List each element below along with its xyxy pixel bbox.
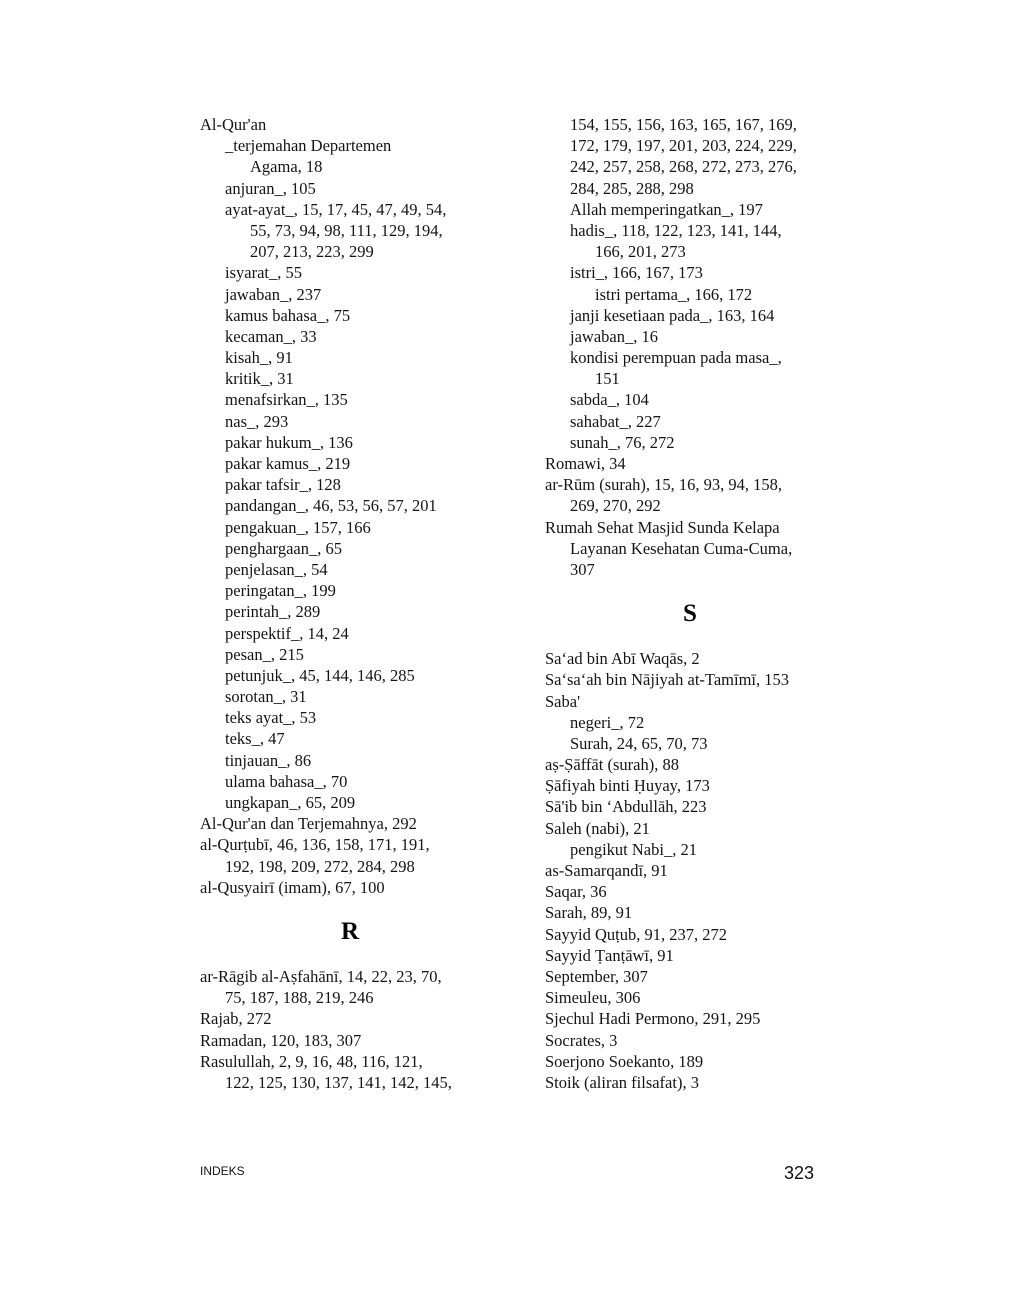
index-subentry: nas_, 293 — [225, 411, 289, 431]
index-entry: Rajab, 272 — [200, 1009, 272, 1029]
letter-heading-r: R — [340, 917, 360, 945]
index-subentry: 166, 201, 273 — [595, 242, 686, 262]
index-subentry: 284, 285, 288, 298 — [570, 178, 694, 198]
index-entry: September, 307 — [545, 966, 648, 986]
index-subentry: perintah_, 289 — [225, 602, 321, 622]
index-subentry: kamus bahasa_, 75 — [225, 305, 351, 325]
index-subentry: 154, 155, 156, 163, 165, 167, 169, — [570, 115, 797, 134]
index-entry: Sa‘sa‘ah bin Nājiyah at-Tamīmī, 153 — [545, 670, 789, 690]
index-subentry: 122, 125, 130, 137, 141, 142, 145, — [225, 1072, 452, 1092]
index-entry: Al-Qur'an dan Terjemahnya, 292 — [200, 814, 417, 834]
index-subentry: 242, 257, 258, 268, 272, 273, 276, — [570, 157, 797, 177]
index-subentry: penjelasan_, 54 — [225, 559, 328, 579]
index-entry: Saqar, 36 — [545, 882, 607, 902]
index-subentry: anjuran_, 105 — [225, 178, 316, 198]
index-entries-r — [200, 966, 500, 1093]
index-subentry: pengakuan_, 157, 166 — [225, 517, 371, 537]
index-column-left — [200, 114, 500, 1093]
index-subentry: penghargaan_, 65 — [225, 538, 342, 558]
index-entry: Stoik (aliran filsafat), 3 — [545, 1072, 699, 1092]
index-subentry: kecaman_, 33 — [225, 326, 317, 346]
index-subentry: 151 — [595, 369, 620, 389]
index-column-right — [545, 114, 835, 1093]
index-subentry: pakar hukum_, 136 — [225, 432, 353, 452]
index-entry: Sarah, 89, 91 — [545, 903, 633, 923]
index-entry: Ramadan, 120, 183, 307 — [200, 1030, 362, 1050]
footer-section-label: INDEKS — [200, 1164, 245, 1178]
index-subentry: istri_, 166, 167, 173 — [570, 263, 703, 283]
index-entry: Al-Qur'an — [200, 115, 267, 134]
index-subentry: teks_, 47 — [225, 729, 285, 749]
index-subentry: pakar kamus_, 219 — [225, 454, 351, 473]
index-subentry: hadis_, 118, 122, 123, 141, 144, — [570, 220, 782, 240]
index-entry: as-Samarqandī, 91 — [545, 861, 668, 880]
index-subentry: ayat-ayat_, 15, 17, 45, 47, 49, 54, — [225, 199, 447, 219]
index-subentry: pandangan_, 46, 53, 56, 57, 201 — [225, 496, 437, 516]
index-subentry: sunah_, 76, 272 — [570, 432, 675, 452]
index-subentry: negeri_, 72 — [570, 712, 645, 732]
index-subentry: pengikut Nabi_, 21 — [570, 839, 697, 859]
index-subentry: menafsirkan_, 135 — [225, 390, 348, 410]
index-subentry: jawaban_, 16 — [570, 326, 658, 346]
index-entry: al-Qurṭubī, 46, 136, 158, 171, 191, — [200, 835, 430, 855]
index-subentry: peringatan_, 199 — [225, 581, 336, 601]
index-subentry: ulama bahasa_, 70 — [225, 771, 348, 791]
index-entry: Saleh (nabi), 21 — [545, 818, 650, 838]
index-subentry: janji kesetiaan pada_, 163, 164 — [570, 305, 775, 325]
index-subentry: ungkapan_, 65, 209 — [225, 793, 356, 812]
index-entry: Socrates, 3 — [545, 1030, 618, 1050]
index-subentry: 269, 270, 292 — [570, 496, 661, 516]
index-entries-s — [545, 648, 835, 1093]
index-subentry: kisah_, 91 — [225, 348, 293, 368]
index-entry: Soerjono Soekanto, 189 — [545, 1051, 704, 1071]
index-subentry: 55, 73, 94, 98, 111, 129, 194, — [250, 220, 443, 240]
index-subentry: sahabat_, 227 — [570, 411, 661, 431]
index-entry: Simeuleu, 306 — [545, 988, 641, 1008]
index-subentry: Agama, 18 — [250, 157, 323, 177]
index-subentry: teks ayat_, 53 — [225, 708, 317, 728]
index-subentry: tinjauan_, 86 — [225, 750, 312, 770]
index-entry: Sayyid Ṭanṭāwī, 91 — [545, 945, 674, 965]
index-subentry: 192, 198, 209, 272, 284, 298 — [225, 856, 415, 876]
index-subentry: isyarat_, 55 — [225, 263, 302, 283]
index-entry: Ṣāfiyah binti Ḥuyay, 173 — [545, 776, 710, 796]
index-subentry: sabda_, 104 — [570, 390, 649, 410]
index-entry: al-Qusyairī (imam), 67, 100 — [200, 877, 385, 897]
index-subentry: sorotan_, 31 — [225, 687, 307, 707]
index-subentry: pakar tafsir_, 128 — [225, 475, 341, 495]
index-subentry: kondisi perempuan pada masa_, — [570, 348, 782, 368]
letter-heading-s: S — [683, 600, 697, 628]
index-entry: Sa‘ad bin Abī Waqās, 2 — [545, 649, 700, 669]
index-subentry: 172, 179, 197, 201, 203, 224, 229, — [570, 136, 797, 156]
index-entry: Saba' — [545, 691, 581, 711]
index-subentry: 75, 187, 188, 219, 246 — [225, 988, 374, 1008]
index-subentry: istri pertama_, 166, 172 — [595, 284, 753, 304]
page-number: 323 — [783, 1163, 814, 1183]
index-subentry: _terjemahan Departemen — [225, 136, 392, 156]
index-subentry: jawaban_, 237 — [225, 284, 322, 304]
index-subentry: Surah, 24, 65, 70, 73 — [570, 733, 708, 753]
index-entry: Romawi, 34 — [545, 454, 626, 473]
index-subentry: 307 — [570, 559, 595, 579]
index-subentry: pesan_, 215 — [225, 644, 304, 664]
index-entry: Sayyid Quṭub, 91, 237, 272 — [545, 924, 727, 944]
index-entries-q — [200, 114, 500, 898]
index-subentry: 207, 213, 223, 299 — [250, 242, 374, 262]
index-entry: ar-Rāgib al-Aṣfahānī, 14, 22, 23, 70, — [200, 966, 442, 986]
index-entry: Sā'ib bin ‘Abdullāh, 223 — [545, 797, 707, 817]
index-entries-r-continued — [545, 114, 835, 580]
index-entry: aṣ-Ṣāffāt (surah), 88 — [545, 755, 679, 775]
index-subentry: perspektif_, 14, 24 — [225, 623, 349, 643]
index-subentry: kritik_, 31 — [225, 369, 294, 389]
index-subentry: Layanan Kesehatan Cuma-Cuma, — [570, 538, 793, 558]
index-entry: Rumah Sehat Masjid Sunda Kelapa — [545, 517, 780, 537]
index-entry: Rasulullah, 2, 9, 16, 48, 116, 121, — [200, 1051, 423, 1071]
index-entry: ar-Rūm (surah), 15, 16, 93, 94, 158, — [545, 475, 783, 495]
index-entry: Sjechul Hadi Permono, 291, 295 — [545, 1009, 761, 1029]
index-subentry: Allah memperingatkan_, 197 — [570, 199, 763, 219]
index-subentry: petunjuk_, 45, 144, 146, 285 — [225, 665, 415, 685]
